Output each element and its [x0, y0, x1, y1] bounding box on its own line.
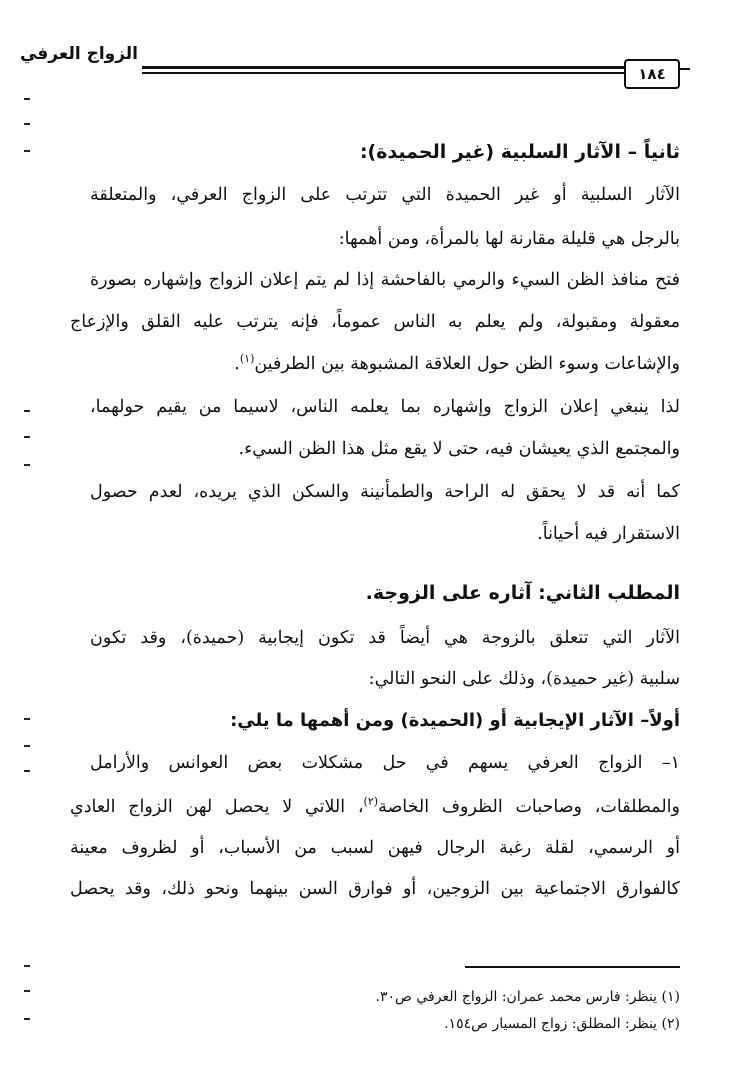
header-rule-thick: [142, 66, 626, 69]
text-run: .: [234, 354, 240, 374]
text-line: كالفوارق الاجتماعية بين الزوجين، أو فوارق السن بينهما ونحو ذلك، وقد يحصل: [70, 879, 680, 899]
text-line: سلبية (غير حميدة)، وذلك على النحو التالي:: [368, 669, 680, 689]
subsection-heading: المطلب الثاني: آثاره على الزوجة.: [365, 582, 680, 604]
text-line: [70, 349, 680, 379]
footnote: (١) ينظر: فارس محمد عمران: الزواج العرفي ص٣٠.: [375, 989, 680, 1005]
footnote: (٢) ينظر: المطلق: زواج المسيار ص١٥٤.: [444, 1016, 680, 1032]
text-line: أو الرسمي، لقلة رغبة الرجال فيهن لسبب من الأسباب، أو لظروف معينة: [70, 838, 680, 858]
text-run: والمطلقات، وصاحبات الظروف الخاصة: [378, 797, 680, 817]
header-rule-thin: [142, 72, 626, 74]
section-heading: ثانياً – الآثار السلبية (غير الحميدة):: [359, 141, 680, 163]
footnote-ref: (١): [239, 352, 255, 366]
text-line: والمجتمع الذي يعيشان فيه، حتى لا يقع مثل هذا الظن السيء.: [238, 439, 680, 459]
margin-mark: [24, 98, 30, 100]
text-line: الاستقرار فيه أحياناً.: [537, 524, 680, 544]
text-line: الآثار التي تتعلق بالزوجة هي أيضاً قد تكون إيجابية (حميدة)، وقد تكون: [90, 628, 680, 648]
header-rule-right: [680, 68, 690, 70]
page-number: ١٨٤: [624, 59, 680, 89]
running-title: الزواج العرفي: [19, 44, 138, 64]
text-line: ١– الزواج العرفي يسهم في حل مشكلات بعض العوانس والأرامل: [90, 753, 680, 773]
margin-mark: [24, 464, 30, 466]
margin-mark: [24, 990, 30, 992]
text-line: [70, 792, 680, 822]
margin-mark: [24, 718, 30, 720]
text-line: فتح منافذ الظن السيء والرمي بالفاحشة إذا لم يتم إعلان الزواج وإشهاره بصورة: [90, 270, 680, 290]
margin-mark: [24, 123, 30, 125]
margin-mark: [24, 436, 30, 438]
margin-mark: [24, 745, 30, 747]
margin-mark: [24, 150, 30, 152]
footnote-ref: (٢): [363, 795, 379, 809]
footnote-rule: [465, 966, 680, 968]
margin-mark: [24, 965, 30, 967]
margin-mark: [24, 1018, 30, 1020]
text-line: الآثار السلبية أو غير الحميدة التي تترتب على الزواج العرفي، والمتعلقة: [90, 185, 680, 205]
margin-mark: [24, 770, 30, 772]
text-line: كما أنه قد لا يحقق له الراحة والطمأنينة والسكن الذي يريده، لعدم حصول: [90, 482, 680, 502]
text-line: بالرجل هي قليلة مقارنة لها بالمرأة، ومن أهمها:: [338, 229, 680, 249]
text-run: ، اللاتي لا يحصل لهن الزواج العادي: [70, 797, 364, 817]
text-line: لذا ينبغي إعلان الزواج وإشهاره بما يعلمه الناس، لاسيما من يقيم حولهما،: [90, 397, 680, 417]
subheading: أولاً– الآثار الإيجابية أو (الحميدة) ومن أهمها ما يلي:: [230, 710, 680, 731]
margin-mark: [24, 410, 30, 412]
text-run: والإشاعات وسوء الظن حول العلاقة المشبوهة بين الطرفين: [254, 354, 680, 374]
text-line: معقولة ومقبولة، ولم يعلم به الناس عموماً، فإنه يترتب عليه القلق والإزعاج: [70, 312, 680, 332]
